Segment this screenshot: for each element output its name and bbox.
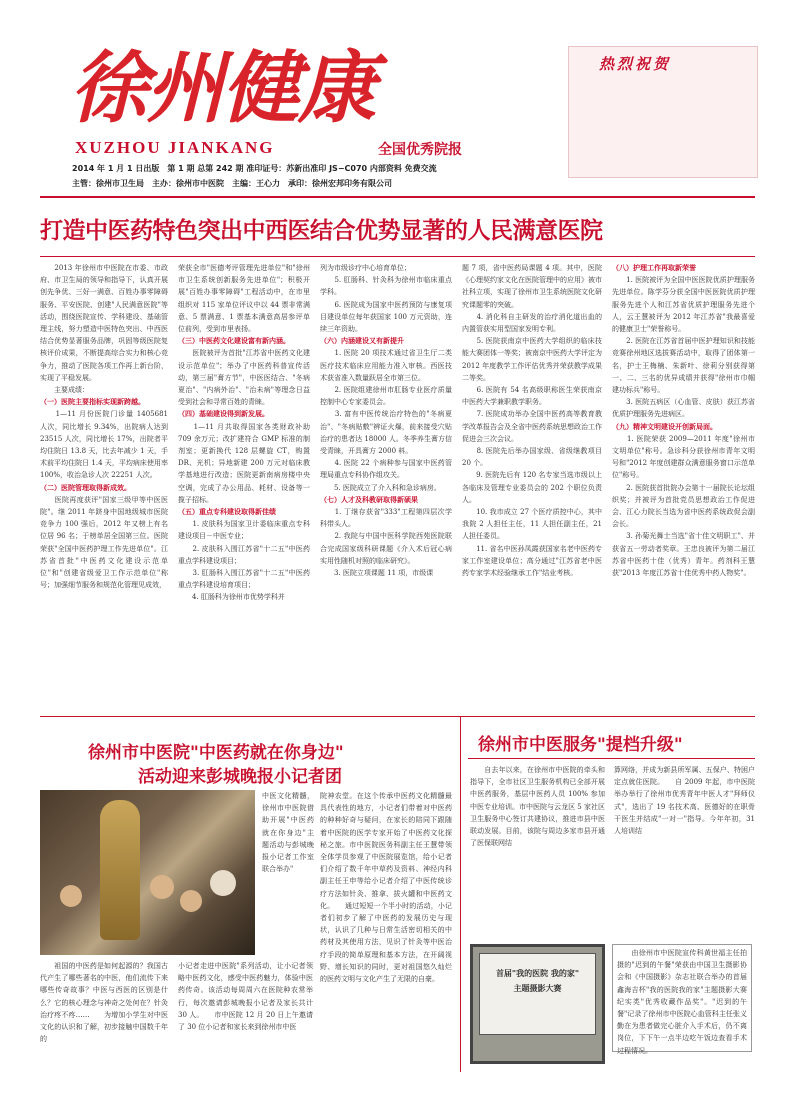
paragraph: 8. 医院先后举办国家级、省级继教项目 20 个。 xyxy=(462,447,602,468)
exhibition-screen xyxy=(479,953,596,1035)
paragraph: 6. 医院有 54 名高级职称医生荣获南京中医药大学兼职教学职务。 xyxy=(462,386,602,407)
subheading: （五）重点专科建设取得新佳绩 xyxy=(178,508,276,517)
paragraph: 1—11 月共取得国家各类财政补助 709 余万元；改扩建符合 GMP 标准的制剂室；更新换代 128 层螺旋 CT，购置 DR、光机；异地新建 200 万元对临床教学基地进行改造；医院更新南病房楼中央空调，完成了办公用品、耗材、设备等一揽子招标。 xyxy=(178,422,310,504)
photo-caption: 由徐州市中医院宣传科黄世福主任拍摄的"迟到的午餐"荣获由中国卫生摄影协会和《中国摄影》杂志社联合举办的首届鑫海吉杯"我的医院我的家"主题摄影大赛纪实类"优秀收藏作品奖"。"迟到的午餐"记录了徐州市中医院心血管科主任张义勤在为患者做完心脏介入手术后，仍不离岗位，下下午一点半边吃午饭边查看手术过程情况。 xyxy=(612,944,752,1052)
masthead xyxy=(70,44,470,134)
story2-column-a: 祖国的中医药是如何起源的？我国古代产生了哪些著名的中医，他们流传下来哪些传奇故事？中医与西医的区别是什么？它的核心理念与神奇之处何在？针灸治疗疼不疼…… 为增加小学生对中医文化的认识和了解，初步接触中国数千年的 xyxy=(40,962,168,1044)
subheading: （七）人才及科教研取得新硕果 xyxy=(320,495,418,504)
paragraph: 3. 肛肠科入围江苏省"十二五"中医药重点学科建设培育项目； xyxy=(178,569,310,590)
lead-column-2 xyxy=(178,262,310,712)
paragraph: 2. 医院获首批院办会第十一届院长论坛组织奖；并被评为首批党员思想政治工作促进会、江心力院长当选为省中医药系统政促会副会长。 xyxy=(612,483,755,529)
paragraph: 1. 皮肤科为国家卫计委临床重点专科建设项目－中医专业； xyxy=(178,520,310,541)
subheading: （三）中医药文化建设富有新内涵。 xyxy=(178,337,290,346)
child-figure xyxy=(180,890,202,912)
paragraph: 1. 医院被评为全国中医医院优质护理服务先进单位。陈学芬分获全国中医医院优质护理服务先进个人和江苏省优质护理服务先进个人，云王慧被评为 2012 年江苏省"我最喜爱的健康卫士"荣誉称号。 xyxy=(612,276,755,334)
subheading: （九）精神文明建设开创新局面。 xyxy=(612,422,717,431)
story3-headline: 徐州市中医服务"提档升级" xyxy=(478,735,683,755)
paragraph: 10. 我市成立 27 个医疗质控中心，其中我院 2 人担任主任，11 人担任副主任，21 人担任委员。 xyxy=(462,508,602,541)
sponsor-info: 主管：徐州市卫生局 主办：徐州市中医院 主编：王心力 承印：徐州宏邦印务有限公司 xyxy=(72,179,392,188)
lead-column-1 xyxy=(40,262,168,712)
masthead-divider xyxy=(40,196,755,198)
paragraph: 4. 肛肠科为徐州市优势学科并 xyxy=(178,593,285,602)
story3-column-a: 自去年以来，在徐州市中医院的牵头和指导下，全市社区卫生服务机构已全部开展中医药服务，基层中医药人员 100% 参加中医专业培训。市中医院与云龙区 5 家社区卫生服务中心签订共建协议，推进市县中医联动发展。目前，该院与周边多家市县开通了医保联网结 xyxy=(470,766,605,848)
lower-divider xyxy=(40,716,755,717)
lead-headline: 打造中医药特色突出中西医结合优势显著的人民满意医院 xyxy=(40,218,603,244)
paragraph: 1—11 月份医院门诊量 1405681 人次，同比增长 9.34%，出院病人达到 23515 人次，同比增长 17%，出院者平均住院日 13.8 天，比去年减少 1 天，手术前平均住院日 1.4 天，平均病床使用率 100%，收治急诊人次 22251 人次。 xyxy=(40,410,168,480)
paragraph: 3. 医院五病区（心血管、皮肤）获江苏省优质护理服务先进病区。 xyxy=(612,398,755,419)
subheading: （二）医院管理取得新成效。 xyxy=(40,483,131,492)
newspaper-pinyin: XUZHOU JIANKANG xyxy=(75,138,275,157)
lead-column-5 xyxy=(612,262,755,712)
paragraph: 医院被评为首批"江苏省中医药文化建设示范单位"；举办了中医药科普宣传活动，第三届"膏方节"，中医医结合、"冬病夏治"、"内病外治"、"治未病"等理念日益受到社会和寻常百姓的青睐。 xyxy=(178,349,310,407)
kids-visit-photo xyxy=(40,790,255,955)
paragraph: 6. 医院成为国家中医药预防与康复项目建设单位每年获国家 100 万元资助，连续三年资助。 xyxy=(320,300,452,334)
paragraph: 3. 富有中医传统治疗特色的"冬病夏治"、"冬病贴敷"辨证火爆，前来接受穴贴治疗的患者达 18000 人。冬季养生膏方信受青睐，开具膏方 2000 料。 xyxy=(320,410,452,456)
award-tagline: 全国优秀院报 xyxy=(378,142,462,158)
paragraph: 2013 年徐州市中医院在市委、市政府、市卫生局的领导和指导下，认真开展创先争优、三好一满意、百姓办事零障碍服务、平安医院、创建"人民满意医院"等活动，围绕医院宣传、学科建设、基础管理主线，努力塑造中医特色突出、中西医结合优势显著服务品牌，巩固等级医院复核评价成果，不断提高综合实力和核心竞争力，推动了医院各项工作再上新台阶，实现了平稳发展。 xyxy=(40,264,168,382)
lead-column-3 xyxy=(320,262,452,712)
doctor-figure xyxy=(210,870,236,896)
paragraph: 1. 丁继存获省"333"工程第四层次学科带头人。 xyxy=(320,508,452,529)
story2-headline-1: 徐州市中医院"中医药就在你身边" xyxy=(88,743,344,763)
story2-column-side: 中医文化精髓，徐州市中医院借助开展"中医药就在你身边"主题活动与彭城晚报小记者工作室联合举办" xyxy=(262,792,314,874)
subheading: （一）医院主要指标实现新跨越。 xyxy=(40,398,145,407)
issue-info: 2014 年 1 月 1 日出版 第 1 期 总第 242 期 准印证号：苏新出准印 JS−C070 内部资料 免费交流 xyxy=(72,164,437,173)
paragraph: 荣获全市"医德考评管理先进单位"和"徐州市卫生系统创新服务先进单位"；积极开展"百姓办事零障碍"工程活动中，在市里组织对 115 家单位评议中以 44 票非常满意、5 票满意、1 票基本满意高居参评单位前列，受到市里表扬。 xyxy=(178,264,310,334)
subheading: （四）基础建设得到新发展。 xyxy=(178,410,269,419)
paragraph: 1. 医院荣获 2009—2011 年度"徐州市文明单位"称号。急诊科分获徐州市青年文明号和"2012 年度创建群众满意服务窗口示范单位"称号。 xyxy=(612,434,755,480)
lead-column-4 xyxy=(462,262,602,712)
paragraph: 2. 皮肤科入围江苏省"十二五"中医药重点学科建设项目； xyxy=(178,544,310,565)
story2-column-c: 院神农堂。在这个传承中医药文化精髓最具代表性的地方，小记者们带着对中医药的种种好奇与疑问，在家长的陪同下跟随着中医院的医学专家开始了中医药文化探秘之旅。市中医院医务科副主任王慧带领全体学员参观了中医院展览馆，给小记者们介绍了数千年中草药及资料、神经内科副主任王申等给小记者介绍了中医传统诊疗方法如针灸、推拿、拔火罐和中医药文化。 通过短短一个半小时的活动，小记者们初步了解了中医药的发展历史与现状，认识了几种与日常生活密切相关的中药材及其使用方法，见识了针灸等中医治疗手段的简单原理和基本方法，在开阔视野、增长知识的同时，更对祖国悠久灿烂的医药文明与文化产生了无限的自豪。 xyxy=(320,792,452,984)
paragraph: 9. 医院先后有 120 名专家当选市级以上各临床及管理专业委员会的 202 个职位负责人。 xyxy=(462,471,602,504)
congrats-text: 热烈祝贺 xyxy=(599,55,672,73)
story3-column-b: 算网络，并成为新县所军属、五保户、特困户定点就住医院。 自 2009 年起，市中医院举办举行了徐州市优秀青年中医人才"拜师仪式"，选出了 19 名技术高、医德好的在职骨干医生并结成"一对一"指导。今年年初，31 人培训结 xyxy=(614,766,755,836)
paragraph: 4. 医院 22 个病种参与国家中医药管理局重点专科协作组攻关。 xyxy=(320,459,452,480)
headline-divider xyxy=(40,256,755,257)
paragraph: 7. 医院成功举办全国中医药高等教育教学改革报告会及全省中医药系统思想政治工作促进会三次会议。 xyxy=(462,410,602,443)
paragraph: 3. 医院立项课题 11 项，市级课 xyxy=(320,569,434,578)
paragraph: 4. 消化科自主研发的治疗消化道出血的内置管获实用型国家发明专利。 xyxy=(462,312,602,334)
paragraph: 列为市级诊疗中心培育单位； xyxy=(320,264,411,272)
exhibition-title: 首届"我的医院 我的家" xyxy=(495,969,580,978)
paragraph: 5. 医院获南京中医药大学组织的临床技能大赛团体一等奖；被南京中医药大学评定为 2012 年度教学工作评估优秀并荣获教学成果二等奖。 xyxy=(462,337,602,382)
paragraph: 3. 孙菊光舞士当选"省十佳文明职工"、并获省五一劳动者奖章。王忠良被评为第二届江苏省中医药十佳（优秀）青年。药剂科王慧获"2013 年度江苏省十佳优秀中药人物奖"。 xyxy=(612,532,755,578)
award-photo xyxy=(470,944,605,1064)
lower-column-rule xyxy=(460,716,461,1072)
paragraph: 1. 医院 20 项技术通过省卫生厅二类医疗技术临床应用能力准入审核。西医技术获省准入数量跃居全市第三位。 xyxy=(320,349,452,382)
paragraph: 题 7 项，省中医药局课题 4 项。其中，医院《心理契约家文化在医院管理中的应用》被市社科立项，实现了徐州市卫生系统医院文化研究课题零的突破。 xyxy=(462,264,602,309)
subheading: （六）内涵建设又有新提升 xyxy=(320,337,404,346)
paragraph: 11. 省名中医孙凤霞获国家名老中医药专家工作室建设单位；高分通过"江苏省老中医药专家学术经验继承工作"结业考核。 xyxy=(462,544,602,578)
exhibition-subtitle: 主题摄影大赛 xyxy=(513,984,562,993)
paragraph: 2. 医院组建徐州市肛肠专业医疗质量控制中心专家委员会。 xyxy=(320,386,452,407)
newspaper-logo: 徐州健康 xyxy=(70,44,375,134)
paragraph: 5. 肛肠科、针灸科为徐州市临床重点学科。 xyxy=(320,276,452,297)
child-figure xyxy=(150,875,174,899)
story2-column-b: 小记者走进中医院"系列活动，让小记者领略中医药文化，感受中医药魅力，体验中医药传奇。该活动每周周六在医院种农常举行，每次邀请彭城晚报小记者及家长共计 30 人。 市中医院 12 月 20 日上午邀请了 30 位小记者和家长来到徐州市中医 xyxy=(178,962,313,1032)
paragraph: 医院再度获评"国家三级甲等中医医院"。继 2011 年跻身中国地级城市医院竞争力 100 强后，2012 年又榜上有名位居 96 名；于榜单居全国第三位。医院荣获"全国中医药护理工作先进单位"。江苏省首批"中医药文化建设示范单位"和"创建省级爱卫工作示范单位"称号；加强细节服务和规范化管理见成效， xyxy=(40,495,168,590)
statue-figure xyxy=(100,800,140,940)
story3-divider xyxy=(468,758,755,759)
paragraph: 5. 医院成立了介入科和急诊病房。 xyxy=(320,483,441,492)
child-figure xyxy=(60,885,82,907)
paragraph: 主要成绩： xyxy=(40,386,89,395)
paragraph: 2. 医院在江苏省首届中医护理知识和技能竞赛徐州地区选拔赛活动中，取得了团体第一名，护士王梅楠、朱新叶、徐莉分别获得第一、二、三名的优异成绩并获得"徐州市巾帼建功标兵"称号。 xyxy=(612,337,755,395)
story2-headline-2: 活动迎来彭城晚报小记者团 xyxy=(138,767,342,787)
paragraph: 2. 我院与中国中医科学院西苑医院联合完成国家级科研课题《介入术后冠心病实用性随机对照的临床研究》。 xyxy=(320,532,452,565)
subheading: （八）护理工作再取新荣誉 xyxy=(612,264,696,272)
congrats-box xyxy=(568,46,758,178)
